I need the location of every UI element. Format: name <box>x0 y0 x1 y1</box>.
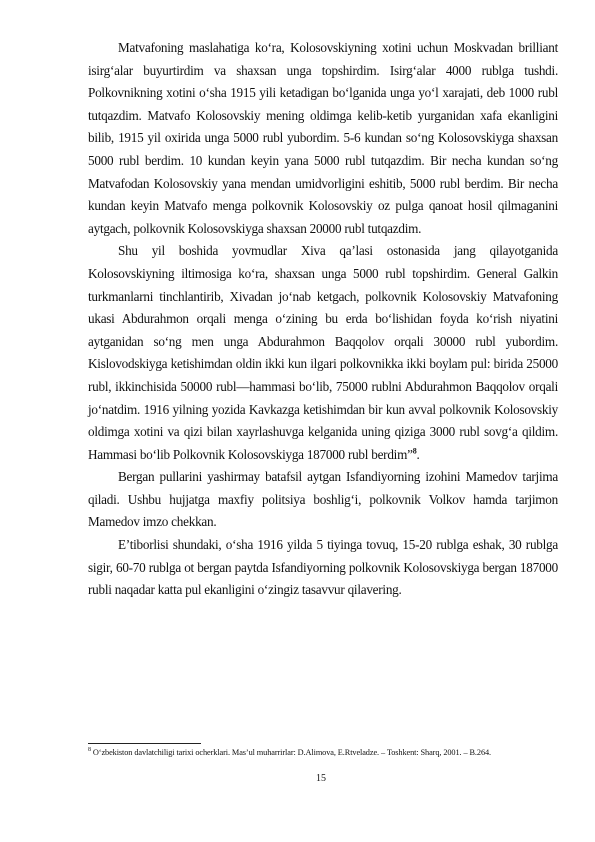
page-number: 15 <box>316 773 326 784</box>
footnote-text: O‘zbekiston davlatchiligi tarixi ocherklari. Mas’ul muharrirlar: D.Alimova, E.Rtveladze. – Toshkent: Sharq, 2001. – B.264. <box>92 748 492 757</box>
footnote-separator <box>88 743 201 744</box>
paragraph-2-text: Shu yil boshida yovmudlar Xiva qa’lasi ostonasida jang qilayotganida Kolosovskiyning iltimosiga ko‘ra, shaxsan unga 5000 rubl topshirdim. General Galkin turkmanlarni tinchlantirib, Xivadan jo‘nab ketgach, polkovnik Kolosovskiy Matvafoning ukasi Abdurahmon orqali menga o‘zining bu erda bo‘lishidan foyda ko‘rish niyatini aytganidan so‘ng men unga Abdurahmon Baqqolov orqali 30000 rubl yubordim. Kislovodskiyga ketishimdan oldin ikki kun ilgari polkovnikka ikki boylam pul: birida 25000 rubl, ikkinchisida 50000 rubl—hammasi bo‘lib, 75000 rublni Abdurahmon Baqqolov orqali jo‘natdim. 1916 yilning yozida Kavkazga ketishimdan bir kun avval polkovnik Kolosovskiy oldimga xotini va qizi bilan xayrlashuvga kelganida uning qiziga 3000 rubl sovg‘a qildim. Hammasi bo‘lib Polkovnik Kolosovskiyga 187000 rubl berdim” <box>88 243 558 462</box>
paragraph-3: Bergan pullarini yashirmay batafsil aytgan Isfandiyorning izohini Mamedov tarjima qiladi. Ushbu hujjatga maxfiy politsiya boshlig‘i, polkovnik Volkov hamda tarjimon Mamedov imzo chekkan. <box>88 469 558 530</box>
paragraph-2-end: . <box>416 446 420 462</box>
paragraph-2 <box>88 240 558 466</box>
footnote <box>88 746 553 759</box>
paragraph-4: E’tiborlisi shundaki, o‘sha 1916 yilda 5 tiyinga tovuq, 15-20 rublga eshak, 30 rublga sigir, 60-70 rublga ot bergan paytda Isfandiyorning polkovnik Kolosovskiyga bergan 187000 rubli naqadar katta pul ekanligini o‘zingiz tasavvur qilavering. <box>88 537 558 598</box>
document-body <box>88 37 558 602</box>
footnote-reference[interactable]: 8 <box>412 446 417 456</box>
footnote-number: 8 <box>88 747 91 754</box>
paragraph-1: Matvafoning maslahatiga ko‘ra, Kolosovskiyning xotini uchun Moskvadan brilliant isirg‘alar buyurtirdim va shaxsan unga topshirdim. Isirg‘alar 4000 rublga tushdi. Polkovnikning xotini o‘sha 1915 yili ketadigan bo‘lganida unga yo‘l xarajati, deb 1000 rubl tutqazdim. Matvafo Kolosovskiy mening oldimga kelib-ketib yurganidan xafa ekanligini bilib, 1915 yil oxirida unga 5000 rubl yubordim. 5-6 kundan so‘ng Kolosovskiyga shaxsan 5000 rubl berdim. 10 kundan keyin yana 5000 rubl tutqazdim. Bir necha kundan so‘ng Matvafodan Kolosovskiy yana mendan umidvorligini eshitib, 5000 rubl berdim. Bir necha kundan keyin Matvafo menga polkovnik Kolosovskiy oz pulga qanoat hosil qilmaganini aytgach, polkovnik Kolosovskiyga shaxsan 20000 rubl tutqazdim. <box>88 40 558 236</box>
